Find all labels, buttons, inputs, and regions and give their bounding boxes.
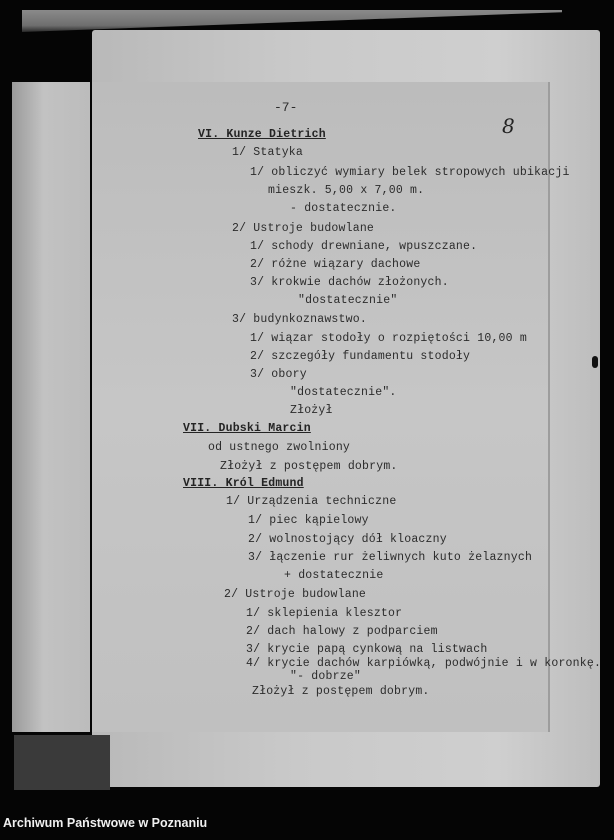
section-heading: VIII. Król Edmund [183, 477, 304, 490]
text-line: Złożył [290, 404, 333, 417]
text-line: 1/ wiązar stodoły o rozpiętości 10,00 m [250, 332, 527, 345]
text-line: 2/ Ustroje budowlane [232, 222, 375, 235]
text-line: 1/ Urządzenia techniczne [226, 495, 397, 508]
text-line: 3/ obory [250, 368, 307, 381]
text-line: 4/ krycie dachów karpiówką, podwójnie i w koronkę. [246, 657, 602, 670]
page-number: -7- [274, 100, 298, 115]
text-line: "- dobrze" [290, 670, 362, 683]
text-line: 1/ piec kąpielowy [248, 514, 369, 527]
section-heading: VI. Kunze Dietrich [198, 128, 326, 141]
text-line: 2/ Ustroje budowlane [224, 588, 367, 601]
text-line: 3/ krokwie dachów złożonych. [250, 276, 449, 289]
text-line: + dostatecznie [284, 569, 384, 582]
text-line: 1/ obliczyć wymiary belek stropowych ubikacji [250, 166, 570, 179]
archive-watermark: Archiwum Państwowe w Poznaniu [3, 816, 208, 830]
left-adjacent-sheet [12, 82, 90, 732]
text-line: od ustnego zwolniony [208, 441, 351, 454]
text-line: 1/ Statyka [232, 146, 304, 159]
text-line: Złożył z postępem dobrym. [220, 460, 398, 473]
punch-hole-mark [592, 356, 598, 368]
text-line: 2/ szczegóły fundamentu stodoły [250, 350, 471, 363]
text-line: 2/ różne wiązary dachowe [250, 258, 421, 271]
text-line: 2/ wolnostojący dół kloaczny [248, 533, 447, 546]
text-line: 1/ schody drewniane, wpuszczane. [250, 240, 478, 253]
text-line: 3/ budynkoznawstwo. [232, 313, 367, 326]
text-line: 3/ łączenie rur żeliwnych kuto żelaznych [248, 551, 533, 564]
text-line: mieszk. 5,00 x 7,00 m. [268, 184, 425, 197]
text-line: 1/ sklepienia klesztor [246, 607, 403, 620]
dark-corner [14, 735, 110, 790]
text-line: 2/ dach halowy z podparciem [246, 625, 438, 638]
text-line: Złożył z postępem dobrym. [252, 685, 430, 698]
background-paper-strip [22, 10, 562, 32]
section-heading: VII. Dubski Marcin [183, 422, 311, 435]
text-line: - dostatecznie. [290, 202, 397, 215]
text-line: "dostatecznie". [290, 386, 397, 399]
text-line: "dostatecznie" [298, 294, 398, 307]
text-line: 3/ krycie papą cynkową na listwach [246, 643, 488, 656]
folio-number: 8 [502, 114, 515, 138]
